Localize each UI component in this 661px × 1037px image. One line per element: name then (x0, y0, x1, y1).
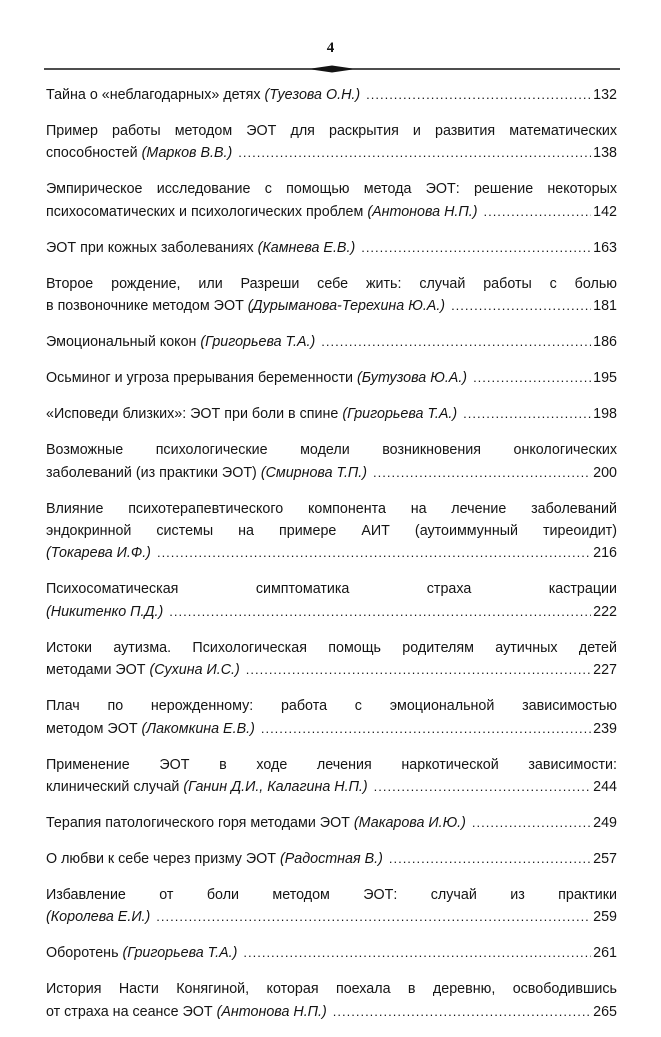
toc-entry-title-line: Избавление от боли методом ЭОТ: случай из практики (46, 887, 617, 904)
toc-entry-title: Терапия патологического горя методами ЭОТ (46, 815, 350, 832)
toc-entry[interactable] (46, 884, 617, 929)
toc-entry-author: (Королева Е.И.) (46, 909, 151, 926)
toc-entry-text (46, 659, 240, 681)
toc-entry-page: 163 (593, 239, 617, 256)
toc-entry-last-line (46, 848, 617, 870)
toc-entry-author: (Марков В.В.) (141, 145, 233, 162)
toc-entry-title: ЭОТ при кожных заболеваниях (46, 239, 254, 256)
dot-leader (157, 542, 591, 564)
toc-entry-text (46, 84, 360, 106)
toc-entry-author: (Ганин Д.И., Калагина Н.П.) (183, 779, 368, 796)
toc-entry-title: Осьминог и угроза прерывания беременности (46, 370, 354, 387)
toc-entry-last-line (46, 142, 617, 164)
toc-entry-title: Оборотень (46, 945, 119, 962)
toc-entry-title-line: Второе рождение, или Разреши себе жить: случай работы с болью (46, 275, 617, 292)
toc-entry-author: (Антонова Н.П.) (367, 203, 478, 220)
toc-entry[interactable] (46, 331, 617, 353)
dot-leader (243, 942, 591, 964)
toc-entry-last-line (46, 367, 617, 389)
toc-entry[interactable] (46, 978, 617, 1023)
toc-entry-text (46, 331, 315, 353)
toc-entry-title: заболеваний (из практики ЭОТ) (46, 464, 257, 481)
toc-entry-text (46, 812, 466, 834)
toc-entry[interactable] (46, 942, 617, 964)
header-rule-ornament (44, 64, 620, 74)
toc-entry-page: 132 (593, 87, 617, 103)
toc-entry-text (46, 201, 477, 223)
dot-leader (169, 601, 591, 623)
toc-entry-page: 265 (593, 1003, 617, 1020)
dot-leader (321, 331, 591, 353)
toc-entry-title: методами ЭОТ (46, 662, 146, 679)
toc-entry-title: Эмоциональный кокон (46, 334, 197, 351)
toc-entry-title-line: эндокринной системы на примере АИТ (аутоиммунный тиреоидит) (46, 523, 617, 540)
toc-entry[interactable] (46, 848, 617, 870)
dot-leader (374, 776, 591, 798)
toc-entry-last-line (46, 462, 617, 484)
toc-entry[interactable] (46, 498, 617, 565)
toc-entry[interactable] (46, 578, 617, 623)
toc-entry[interactable] (46, 367, 617, 389)
toc-entry-title-line: Возможные психологические модели возникновения онкологических (46, 442, 617, 459)
toc-entry-author: (Григорьева Т.А.) (200, 334, 316, 351)
toc-entry-title: «Исповеди близких»: ЭОТ при боли в спине (46, 406, 339, 423)
dot-leader (463, 403, 591, 425)
toc-entry-title: психосоматических и психологических проблем (46, 203, 364, 220)
toc-entry-author: (Смирнова Т.П.) (260, 464, 368, 481)
toc-entry-author: (Григорьева Т.А.) (122, 945, 238, 962)
dot-leader (246, 659, 591, 681)
table-of-contents (46, 84, 617, 1037)
dot-leader (361, 237, 591, 259)
toc-entry-title-line: Эмпирическое исследование с помощью метода ЭОТ: решение некоторых (46, 181, 617, 198)
page-number: 4 (326, 40, 335, 56)
toc-entry-last-line (46, 718, 617, 740)
toc-entry-page: 259 (593, 909, 617, 926)
toc-entry-last-line (46, 1001, 617, 1023)
dot-leader (373, 462, 591, 484)
toc-entry-title: Тайна о «неблагодарных» детях (46, 87, 261, 103)
toc-entry-title-line: Влияние психотерапевтического компонента на лечение заболеваний (46, 500, 617, 517)
toc-entry[interactable] (46, 695, 617, 740)
dot-leader (156, 906, 591, 928)
toc-entry-page: 257 (593, 851, 617, 868)
toc-entry-author: (Бутузова Ю.А.) (357, 370, 468, 387)
toc-entry-text (46, 462, 367, 484)
toc-entry-last-line (46, 295, 617, 317)
toc-entry[interactable] (46, 273, 617, 318)
toc-entry-text (46, 718, 255, 740)
toc-entry-title: О любви к себе через призму ЭОТ (46, 851, 277, 868)
toc-entry-author: (Радостная В.) (280, 851, 383, 868)
toc-entry-text (46, 295, 445, 317)
toc-entry-page: 227 (593, 662, 617, 679)
toc-entry-text (46, 237, 355, 259)
toc-entry[interactable] (46, 439, 617, 484)
toc-entry-title: способностей (46, 145, 138, 162)
toc-entry-title-line: Истоки аутизма. Психологическая помощь родителям аутичных детей (46, 639, 617, 656)
toc-entry-title-line: Применение ЭОТ в ходе лечения наркотической зависимости: (46, 756, 617, 773)
dot-leader (238, 142, 591, 164)
dot-leader (333, 1001, 591, 1023)
toc-entry-text (46, 601, 163, 623)
toc-entry[interactable] (46, 812, 617, 834)
toc-entry-text (46, 142, 232, 164)
toc-entry[interactable] (46, 178, 617, 223)
toc-entry-page: 261 (593, 945, 617, 962)
dot-leader (483, 201, 591, 223)
toc-entry-text (46, 906, 150, 928)
toc-entry-author: (Сухина И.С.) (149, 662, 240, 679)
toc-entry[interactable] (46, 754, 617, 799)
toc-entry-page: 138 (593, 145, 617, 162)
toc-entry-page: 249 (593, 815, 617, 832)
toc-entry-last-line (46, 601, 617, 623)
toc-entry[interactable] (46, 84, 617, 106)
toc-entry-title-line: Пример работы методом ЭОТ для раскрытия и развития математических (46, 123, 617, 139)
toc-entry-last-line (46, 659, 617, 681)
toc-entry-author: (Лакомкина Е.В.) (141, 720, 255, 737)
toc-entry-author: (Макарова И.Ю.) (353, 815, 466, 832)
toc-entry-author: (Дурыманова-Терехина Ю.А.) (247, 298, 446, 315)
toc-entry-text (46, 403, 457, 425)
toc-entry-text (46, 942, 237, 964)
toc-entry-page: 198 (593, 406, 617, 423)
toc-entry-page: 239 (593, 720, 617, 737)
toc-entry-last-line (46, 942, 617, 964)
toc-entry-last-line (46, 331, 617, 353)
toc-entry-page: 181 (593, 298, 617, 315)
toc-entry-author: (Никитенко П.Д.) (46, 603, 164, 620)
toc-entry-text (46, 1001, 327, 1023)
toc-entry-last-line (46, 812, 617, 834)
toc-entry-title: в позвоночнике методом ЭОТ (46, 298, 244, 315)
toc-entry-page: 186 (593, 334, 617, 351)
toc-entry-title-line: История Насти Конягиной, которая поехала в деревню, освободившись (46, 981, 617, 998)
toc-entry-page: 244 (593, 779, 617, 796)
toc-entry[interactable] (46, 120, 617, 165)
toc-entry-last-line (46, 201, 617, 223)
toc-entry-page: 195 (593, 370, 617, 387)
toc-entry-author: (Токарева И.Ф.) (46, 545, 151, 562)
toc-entry-page: 142 (593, 203, 617, 220)
toc-entry-title: клинический случай (46, 779, 180, 796)
toc-entry-author: (Туезова О.Н.) (264, 87, 361, 103)
toc-entry-text (46, 776, 368, 798)
toc-entry-last-line (46, 84, 617, 106)
toc-entry-title: от страха на сеансе ЭОТ (46, 1003, 213, 1020)
toc-entry-page: 200 (593, 464, 617, 481)
toc-entry-title-line: Психосоматическая симптоматика страха кастрации (46, 581, 617, 598)
toc-entry[interactable] (46, 237, 617, 259)
toc-entry-author: (Камнева Е.В.) (257, 239, 356, 256)
toc-entry-text (46, 367, 467, 389)
toc-entry-title-line: Плач по нерожденному: работа с эмоциональной зависимостью (46, 698, 617, 715)
dot-leader (261, 718, 591, 740)
dot-leader (451, 295, 591, 317)
toc-entry-text (46, 542, 151, 564)
dot-leader (366, 84, 591, 106)
toc-entry-last-line (46, 237, 617, 259)
toc-entry-last-line (46, 403, 617, 425)
dot-leader (389, 848, 591, 870)
toc-entry-title: методом ЭОТ (46, 720, 138, 737)
toc-entry-last-line (46, 542, 617, 564)
dot-leader (472, 812, 591, 834)
toc-entry[interactable] (46, 637, 617, 682)
toc-entry-text (46, 848, 383, 870)
toc-entry-last-line (46, 906, 617, 928)
toc-entry-last-line (46, 776, 617, 798)
toc-entry-page: 216 (593, 545, 617, 562)
toc-entry-page: 222 (593, 603, 617, 620)
dot-leader (473, 367, 591, 389)
toc-entry-author: (Григорьева Т.А.) (342, 406, 458, 423)
toc-entry[interactable] (46, 403, 617, 425)
toc-entry-author: (Антонова Н.П.) (216, 1003, 327, 1020)
